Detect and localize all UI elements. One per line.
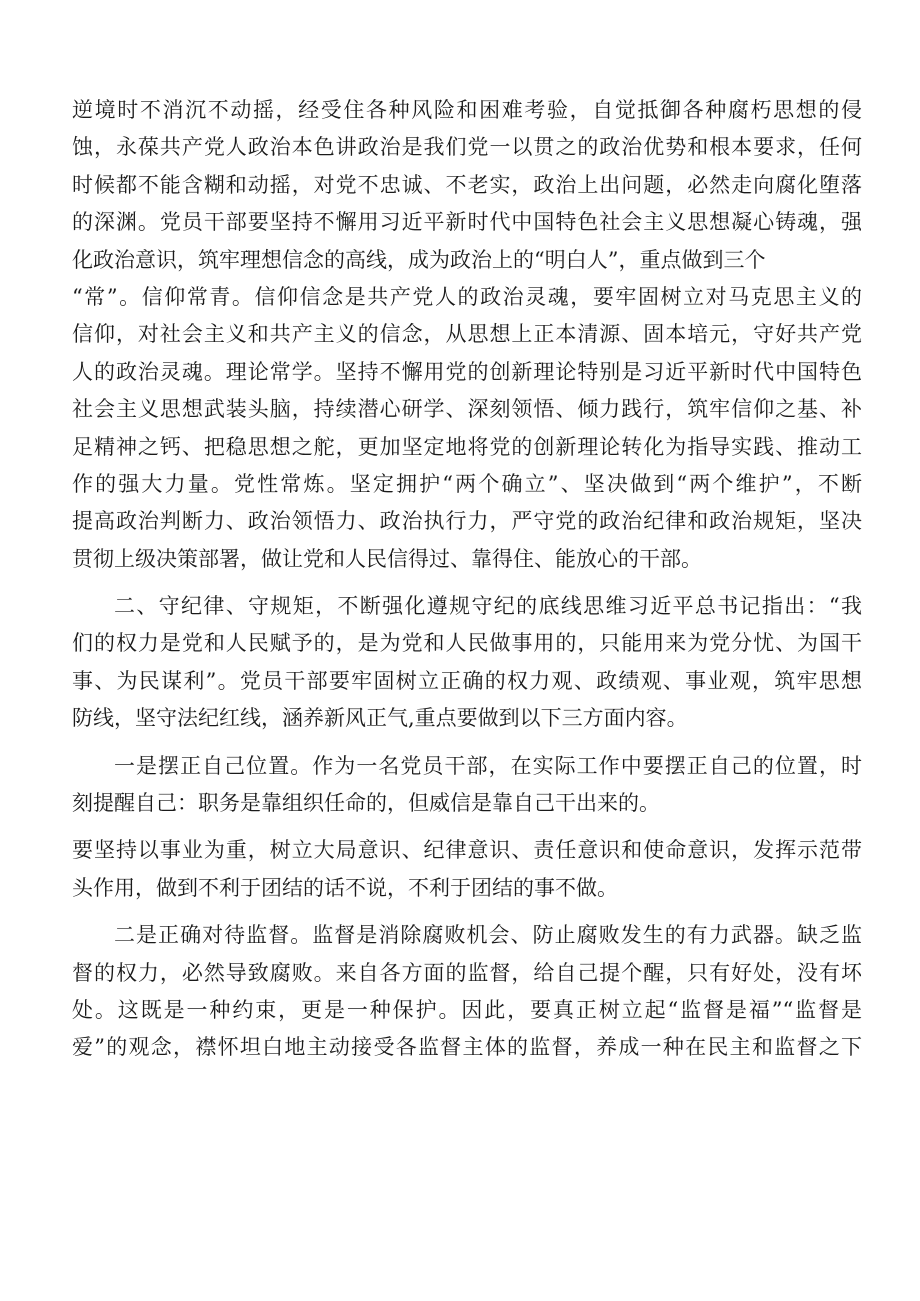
text-line: 一是摆正自己位置。作为一名党员干部，在实际工作中要摆正自己的位置，时 bbox=[114, 753, 862, 778]
text-line: 刻提醒自己：职务是靠组织任命的，但威信是靠自己干出来的。 bbox=[72, 791, 660, 816]
text-line: 事、为民谋利”。党员干部要牢固树立正确的权力观、政绩观、事业观，筑牢思想 bbox=[72, 668, 862, 693]
text-line: 提高政治判断力、政治领悟力、政治执行力，严守党的政治纪律和政治规矩，坚决 bbox=[72, 509, 862, 534]
text-line: 二、守纪律、守规矩，不断强化遵规守纪的底线思维习近平总书记指出：“我 bbox=[114, 594, 862, 619]
text-line: 要坚持以事业为重，树立大局意识、纪律意识、责任意识和使命意识，发挥示范带 bbox=[72, 838, 862, 863]
paragraph-discipline-heading bbox=[72, 588, 862, 738]
paragraph-career-first bbox=[72, 832, 862, 907]
text-line: 的深渊。党员干部要坚持不懈用习近平新时代中国特色社会主义思想凝心铸魂，强 bbox=[72, 210, 862, 235]
text-line: 们的权力是党和人民赋予的，是为党和人民做事用的，只能用来为党分忧、为国干 bbox=[72, 631, 862, 656]
text-line: 逆境时不消沉不动摇，经受住各种风险和困难考验，自觉抵御各种腐朽思想的侵 bbox=[72, 98, 862, 122]
text-line: 头作用，做到不利于团结的话不说，不利于团结的事不做。 bbox=[72, 875, 618, 900]
text-line: 防线，坚守法纪红线，涵养新风正气,重点要做到以下三方面内容。 bbox=[72, 706, 688, 731]
paragraph-position bbox=[72, 748, 862, 823]
text-line: 处。这既是一种约束，更是一种保护。因此，要真正树立起“监督是福”“监督是 bbox=[72, 997, 862, 1022]
text-line: “常”。信仰常青。信仰信念是共产党人的政治灵魂，要牢固树立对马克思主义的 bbox=[72, 284, 862, 309]
text-line: 时候都不能含糊和动摇，对党不忠诚、不老实，政治上出问题，必然走向腐化堕落 bbox=[72, 172, 862, 197]
paragraph-supervision bbox=[72, 917, 862, 1067]
text-line: 贯彻上级决策部署，做让党和人民信得过、靠得住、能放心的干部。 bbox=[72, 546, 702, 571]
paragraph-political-loyalty bbox=[72, 92, 862, 578]
text-line: 社会主义思想武装头脑，持续潜心研学、深刻领悟、倾力践行，筑牢信仰之基、补 bbox=[72, 397, 862, 422]
text-line: 二是正确对待监督。监督是消除腐败机会、防止腐败发生的有力武器。缺乏监 bbox=[114, 923, 862, 948]
text-line: 督的权力，必然导致腐败。来自各方面的监督，给自己提个醒，只有好处，没有坏 bbox=[72, 960, 862, 985]
text-line: 作的强大力量。党性常炼。坚定拥护“两个确立”、坚决做到“两个维护”，不断 bbox=[72, 471, 862, 496]
text-line: 足精神之钙、把稳思想之舵，更加坚定地将党的创新理论转化为指导实践、推动工 bbox=[72, 434, 862, 459]
text-line: 信仰，对社会主义和共产主义的信念，从思想上正本清源、固本培元，守好共产党 bbox=[72, 322, 862, 347]
text-line: 蚀，永葆共产党人政治本色讲政治是我们党一以贯之的政治优势和根本要求，任何 bbox=[72, 135, 862, 160]
text-line: 爱”的观念，襟怀坦白地主动接受各监督主体的监督，养成一种在民主和监督之下 bbox=[72, 1035, 862, 1060]
text-line: 人的政治灵魂。理论常学。坚持不懈用党的创新理论特别是习近平新时代中国特色 bbox=[72, 359, 862, 384]
document-body bbox=[72, 92, 862, 1077]
text-line: 化政治意识，筑牢理想信念的高线，成为政治上的“明白人”，重点做到三个 bbox=[72, 247, 766, 272]
